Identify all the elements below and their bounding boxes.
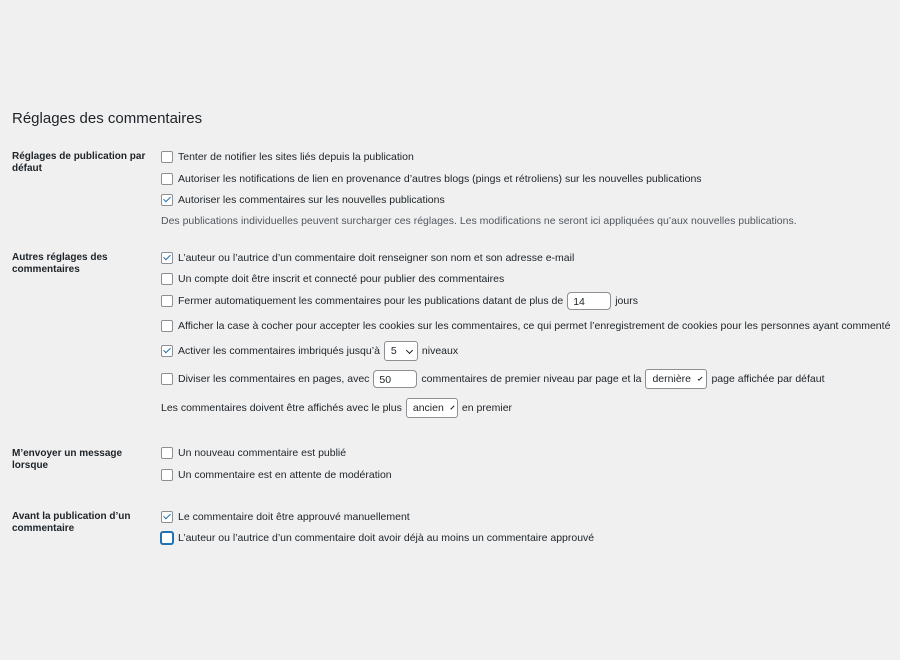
option-label: Un compte doit être inscrit et connecté pour publier des commentaires <box>178 273 505 285</box>
checkbox-email-new-comment[interactable] <box>161 447 173 459</box>
option-label-suffix: jours <box>615 295 638 307</box>
option-label: Un nouveau commentaire est publié <box>178 447 347 459</box>
option-label: Le commentaire doit être approuvé manuellement <box>178 511 410 523</box>
option-label-suffix: page affichée par défaut <box>711 373 825 385</box>
option-notify-linked-sites[interactable] <box>161 147 414 167</box>
option-cookies-consent[interactable] <box>161 316 890 336</box>
option-label: Autoriser les commentaires sur les nouvelles publications <box>178 194 445 206</box>
option-manual-approval[interactable] <box>161 507 410 527</box>
option-allow-comments[interactable] <box>161 190 445 210</box>
comment-order-select[interactable] <box>406 398 458 418</box>
select-value: dernière <box>652 373 691 385</box>
checkbox-previously-approved[interactable] <box>161 532 173 544</box>
option-label: Fermer automatiquement les commentaires pour les publications datant de plus de <box>178 295 564 307</box>
option-email-new-comment[interactable] <box>161 443 346 463</box>
chevron-down-icon <box>450 405 454 409</box>
description-text: Des publications individuelles peuvent surcharger ces réglages. Les modifications ne seront ici appliquées qu’aux nouvelles publications. <box>161 215 797 227</box>
option-threaded-comments[interactable] <box>161 341 458 361</box>
section-label-other-comment-settings: Autres réglages des commentaires <box>12 252 108 275</box>
option-email-moderation[interactable] <box>161 465 392 485</box>
checkbox-email-moderation[interactable] <box>161 469 173 481</box>
section-label-before-comment-appears: Avant la publication d’un commentaire <box>12 511 131 534</box>
default-page-select[interactable] <box>645 369 707 389</box>
option-label: Activer les commentaires imbriqués jusqu’à <box>178 345 380 357</box>
checkbox-require-name-email[interactable] <box>161 252 173 264</box>
option-previously-approved[interactable] <box>161 528 594 548</box>
thread-depth-select[interactable] <box>384 341 418 361</box>
option-label: Diviser les commentaires en pages, avec <box>178 373 370 385</box>
option-comment-order <box>161 398 512 418</box>
option-require-name-email[interactable] <box>161 248 574 268</box>
option-label: Autoriser les notifications de lien en provenance d’autres blogs (pings et rétroliens) sur les nouvelles publications <box>178 173 702 185</box>
checkbox-paginate-comments[interactable] <box>161 373 173 385</box>
comments-per-page-input[interactable]: 50 <box>373 370 417 388</box>
page-title: Réglages des commentaires <box>12 110 203 127</box>
select-value: 5 <box>390 345 397 357</box>
chevron-down-icon <box>406 346 413 353</box>
default-publication-description <box>161 211 797 231</box>
option-label: Tenter de notifier les sites liés depuis la publication <box>178 151 414 163</box>
checkbox-notify-linked-sites[interactable] <box>161 151 173 163</box>
checkbox-manual-approval[interactable] <box>161 511 173 523</box>
option-require-registration[interactable] <box>161 269 504 289</box>
option-label-suffix: niveaux <box>421 345 459 357</box>
checkbox-allow-comments[interactable] <box>161 194 173 206</box>
option-label: Les commentaires doivent être affichés avec le plus <box>161 402 402 414</box>
chevron-down-icon <box>698 375 703 380</box>
checkbox-require-registration[interactable] <box>161 273 173 285</box>
option-label: Afficher la case à cocher pour accepter les cookies sur les commentaires, ce qui permet l’enregistrement de cookies pour les personnes ayant commenté <box>178 320 891 332</box>
option-label-middle: commentaires de premier niveau par page et la <box>421 373 642 385</box>
option-paginate-comments[interactable] <box>161 369 825 389</box>
option-label: Un commentaire est en attente de modération <box>178 469 392 481</box>
checkbox-cookies-consent[interactable] <box>161 320 173 332</box>
close-comments-days-input[interactable]: 14 <box>567 292 611 310</box>
option-label: L’auteur ou l’autrice d’un commentaire doit avoir déjà au moins un commentaire approuvé <box>178 532 595 544</box>
section-label-default-publication: Réglages de publication par défaut <box>12 151 146 174</box>
option-close-comments[interactable] <box>161 291 638 311</box>
option-label: L’auteur ou l’autrice d’un commentaire doit renseigner son nom et son adresse e-mail <box>178 252 575 264</box>
option-allow-pingbacks[interactable] <box>161 169 702 189</box>
select-value: ancien <box>412 402 444 414</box>
section-label-email-me: M’envoyer un message lorsque <box>12 448 123 471</box>
checkbox-threaded-comments[interactable] <box>161 345 173 357</box>
checkbox-allow-pingbacks[interactable] <box>161 173 173 185</box>
checkbox-close-comments[interactable] <box>161 295 173 307</box>
option-label-suffix: en premier <box>461 402 513 414</box>
